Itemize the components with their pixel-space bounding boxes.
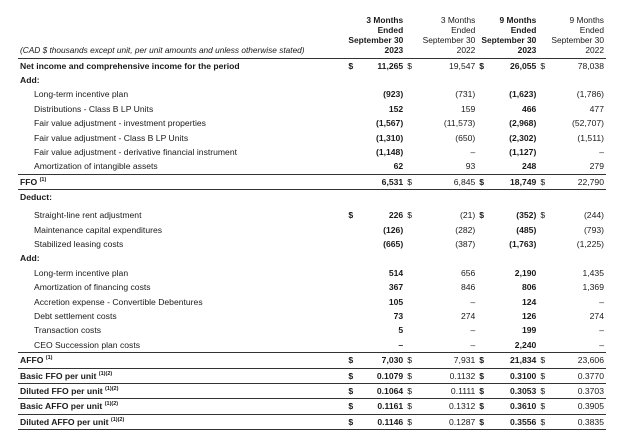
value-q3-2023: (1,567)	[375, 118, 404, 129]
currency-symbol: $	[479, 60, 485, 71]
value-9m-2023: 248	[521, 161, 537, 172]
value-q3-2023: 514	[388, 267, 404, 278]
currency-symbol: $	[348, 416, 354, 427]
section-label: Deduct:	[20, 192, 52, 203]
value-9m-2023: 126	[521, 311, 537, 321]
row-label: AFFO $^{(1)}$	[20, 355, 53, 366]
value-9m-2022: –	[599, 339, 604, 350]
value-9m-2023: 2,190	[514, 267, 537, 278]
value-9m-2023: (1,763)	[509, 238, 537, 249]
footnote-marker: (1)	[45, 355, 53, 362]
basic-ffo-per-unit-row	[18, 368, 606, 383]
row-label: Stabilized leasing costs	[34, 238, 124, 249]
amortization-financing-row	[18, 280, 606, 294]
value-9m-2022: (244)	[583, 210, 604, 221]
row-label: Fair value adjustment - investment properties	[34, 118, 206, 129]
section-label: Add:	[20, 74, 40, 85]
currency-symbol: $	[540, 60, 546, 71]
row-label: Fair value adjustment - Class B LP Units	[34, 132, 189, 143]
ltip-row-2	[18, 266, 606, 280]
currency-symbol: $	[479, 176, 485, 187]
value-q3-2023: (1,148)	[375, 146, 404, 157]
row-label: Accretion expense - Convertible Debentures	[34, 296, 203, 307]
ceo-succession-row	[18, 338, 606, 353]
currency-symbol: $	[407, 210, 412, 221]
value-q3-2022: 846	[460, 282, 476, 293]
value-9m-2023: 124	[521, 296, 537, 307]
value-q3-2023: 105	[388, 296, 404, 307]
fva-investment-properties-row	[18, 116, 606, 130]
currency-symbol: $	[407, 176, 412, 187]
add-section-heading-2	[18, 251, 606, 265]
value-9m-2022: 22,790	[577, 176, 604, 187]
value-9m-2022: –	[599, 325, 604, 336]
stabilized-leasing-row	[18, 237, 606, 251]
column-header-9m-2022: 9 Months Ended September 30 2022	[551, 14, 604, 55]
value-q3-2022: (731)	[455, 89, 476, 100]
value-9m-2023: 0.3100	[510, 370, 537, 381]
value-q3-2023: 152	[388, 103, 404, 114]
currency-symbol: $	[348, 370, 354, 381]
value-q3-2022: (21)	[460, 210, 476, 221]
currency-symbol: $	[479, 416, 485, 427]
value-9m-2023: (2,968)	[509, 118, 537, 129]
currency-symbol: $	[479, 210, 485, 221]
add-section-heading	[18, 73, 606, 87]
currency-symbol: $	[348, 210, 354, 221]
ffo-affo-reconciliation-table	[18, 0, 606, 430]
accretion-expense-row	[18, 295, 606, 309]
currency-symbol: $	[407, 355, 412, 366]
value-q3-2022: –	[470, 339, 476, 350]
value-9m-2023: 21,834	[510, 355, 537, 366]
value-q3-2022: –	[470, 146, 476, 157]
fva-class-b-row	[18, 131, 606, 145]
value-q3-2022: 0.1111	[450, 386, 476, 397]
currency-symbol: $	[540, 210, 546, 221]
value-9m-2023: 806	[521, 282, 537, 293]
row-label: Net income and comprehensive income for the period	[20, 60, 240, 71]
value-9m-2022: –	[599, 146, 604, 157]
value-q3-2022: (11,573)	[443, 118, 476, 129]
row-label: Diluted FFO per unit $^{(1)(2)}$	[20, 386, 119, 397]
amortization-intangibles-row	[18, 159, 606, 174]
distributions-row	[18, 102, 606, 116]
value-q3-2022: (650)	[455, 132, 476, 143]
value-9m-2023: 18,749	[510, 176, 537, 187]
affo-total-row	[18, 353, 606, 368]
currency-symbol: $	[479, 370, 485, 381]
currency-symbol: $	[540, 176, 546, 187]
value-q3-2022: 0.1312	[449, 401, 476, 412]
value-9m-2023: 0.3556	[510, 416, 537, 427]
column-header-q3-2022: 3 Months Ended September 30 2022	[422, 14, 476, 55]
value-9m-2022: (1,786)	[576, 89, 604, 100]
straight-line-rent-row	[18, 205, 606, 223]
transaction-costs-row	[18, 323, 606, 337]
value-q3-2023: 226	[388, 210, 404, 221]
value-q3-2022: 7,931	[453, 355, 476, 366]
net-income-row	[18, 58, 606, 73]
diluted-affo-per-unit-row	[18, 414, 606, 429]
value-9m-2022: (1,225)	[576, 238, 604, 249]
value-q3-2022: (282)	[455, 224, 476, 235]
row-label: Long-term incentive plan	[34, 89, 129, 100]
value-q3-2023: 367	[388, 282, 404, 293]
value-q3-2022: (387)	[455, 238, 476, 249]
value-q3-2022: 159	[460, 103, 476, 114]
value-9m-2022: 78,038	[577, 60, 604, 71]
column-header-q3-2023: 3 Months Ended September 30 2023	[348, 14, 404, 55]
value-9m-2022: 477	[589, 103, 604, 114]
value-9m-2023: 26,055	[510, 60, 537, 71]
column-header-9m-2023: 9 Months Ended September 30 2023	[481, 14, 537, 55]
value-q3-2022: 93	[465, 161, 476, 172]
row-label: Transaction costs	[34, 325, 102, 336]
currency-symbol: $	[407, 401, 412, 412]
value-9m-2022: –	[599, 296, 604, 307]
value-9m-2022: 23,606	[577, 355, 604, 366]
value-q3-2022: –	[470, 325, 476, 336]
value-9m-2023: 0.3610	[510, 401, 537, 412]
value-q3-2023: (665)	[383, 238, 404, 249]
currency-symbol: $	[540, 370, 546, 381]
row-label: Distributions - Class B LP Units	[34, 103, 154, 114]
footnote-marker: (1)	[39, 176, 47, 183]
value-9m-2023: (485)	[516, 224, 537, 235]
basic-affo-per-unit-row	[18, 399, 606, 414]
units-note: (CAD $ thousands except unit, per unit amounts and unless otherwise stated)	[20, 44, 305, 55]
currency-symbol: $	[479, 386, 485, 397]
value-q3-2022: 0.1132	[449, 370, 476, 381]
value-9m-2022: 0.3703	[577, 386, 604, 397]
currency-symbol: $	[407, 370, 412, 381]
row-label: Maintenance capital expenditures	[34, 224, 163, 235]
value-9m-2022: 1,435	[582, 267, 604, 278]
ffo-total-row	[18, 174, 606, 189]
value-9m-2023: 2,240	[514, 339, 537, 350]
value-q3-2023: 62	[393, 161, 404, 172]
currency-symbol: $	[540, 355, 546, 366]
diluted-ffo-per-unit-row	[18, 384, 606, 399]
value-9m-2022: (1,511)	[577, 132, 604, 143]
currency-symbol: $	[407, 416, 412, 427]
value-q3-2022: 0.1287	[449, 416, 476, 427]
row-label: Diluted AFFO per unit $^{(1)(2)}$	[20, 416, 125, 427]
value-q3-2023: 7,030	[381, 355, 404, 366]
currency-symbol: $	[348, 386, 354, 397]
maintenance-capex-row	[18, 223, 606, 237]
value-q3-2023: 73	[393, 311, 404, 321]
deduct-section-heading	[18, 190, 606, 205]
value-9m-2022: 1,369	[582, 282, 604, 293]
value-q3-2022: 656	[460, 267, 476, 278]
value-9m-2023: (2,302)	[509, 132, 537, 143]
row-label: Straight-line rent adjustment	[34, 210, 142, 221]
fva-derivative-row	[18, 145, 606, 159]
currency-symbol: $	[407, 386, 412, 397]
footnote-marker: (1)(2)	[98, 370, 113, 377]
ltip-row	[18, 87, 606, 101]
value-q3-2023: 0.1064	[376, 386, 404, 397]
header-row	[18, 0, 606, 58]
currency-symbol: $	[540, 416, 546, 427]
footnote-marker: (1)(2)	[104, 386, 119, 393]
value-q3-2023: 11,265	[377, 60, 404, 71]
value-q3-2023: 5	[398, 325, 404, 336]
value-9m-2022: (52,707)	[571, 118, 604, 129]
value-9m-2022: (793)	[583, 224, 604, 235]
value-9m-2022: 0.3835	[577, 416, 604, 427]
value-9m-2023: (1,623)	[509, 89, 537, 100]
currency-symbol: $	[479, 355, 485, 366]
footnote-marker: (1)(2)	[110, 416, 125, 423]
currency-symbol: $	[348, 355, 354, 366]
debt-settlement-row	[18, 309, 606, 323]
value-9m-2022: 0.3770	[577, 370, 604, 381]
currency-symbol: $	[407, 60, 412, 71]
value-q3-2023: (126)	[383, 224, 404, 235]
value-q3-2023: 0.1161	[377, 401, 404, 412]
footnote-marker: (1)(2)	[104, 401, 119, 408]
row-label: Long-term incentive plan	[34, 267, 129, 278]
value-9m-2022: 279	[589, 161, 604, 172]
row-label: Amortization of intangible assets	[34, 161, 158, 172]
value-q3-2022: 274	[460, 311, 476, 321]
value-q3-2022: 19,547	[449, 60, 476, 71]
row-label: Basic FFO per unit $^{(1)(2)}$	[20, 370, 113, 381]
row-label: CEO Succession plan costs	[34, 339, 141, 350]
row-label: Amortization of financing costs	[34, 282, 151, 293]
value-q3-2023: 0.1079	[376, 370, 404, 381]
currency-symbol: $	[540, 386, 546, 397]
row-label: Debt settlement costs	[34, 311, 117, 321]
value-q3-2022: –	[470, 296, 476, 307]
value-q3-2023: (923)	[383, 89, 404, 100]
value-q3-2023: (1,310)	[375, 132, 404, 143]
currency-symbol: $	[348, 401, 354, 412]
section-label: Add:	[20, 253, 40, 264]
row-label: FFO $^{(1)}$	[20, 176, 47, 187]
value-9m-2022: 0.3905	[577, 401, 604, 412]
value-9m-2023: (352)	[516, 210, 537, 221]
value-9m-2022: 274	[589, 311, 604, 321]
value-9m-2023: (1,127)	[509, 146, 537, 157]
value-q3-2023: –	[398, 339, 404, 350]
row-label: Fair value adjustment - derivative financial instrument	[34, 146, 237, 157]
currency-symbol: $	[348, 60, 354, 71]
currency-symbol: $	[540, 401, 546, 412]
value-9m-2023: 466	[521, 103, 537, 114]
value-q3-2023: 6,531	[381, 176, 404, 187]
value-9m-2023: 0.3053	[510, 386, 537, 397]
value-9m-2023: 199	[521, 325, 537, 336]
row-label: Basic AFFO per unit $^{(1)(2)}$	[20, 401, 119, 412]
value-q3-2023: 0.1146	[377, 416, 404, 427]
value-q3-2022: 6,845	[453, 176, 476, 187]
currency-symbol: $	[479, 401, 485, 412]
